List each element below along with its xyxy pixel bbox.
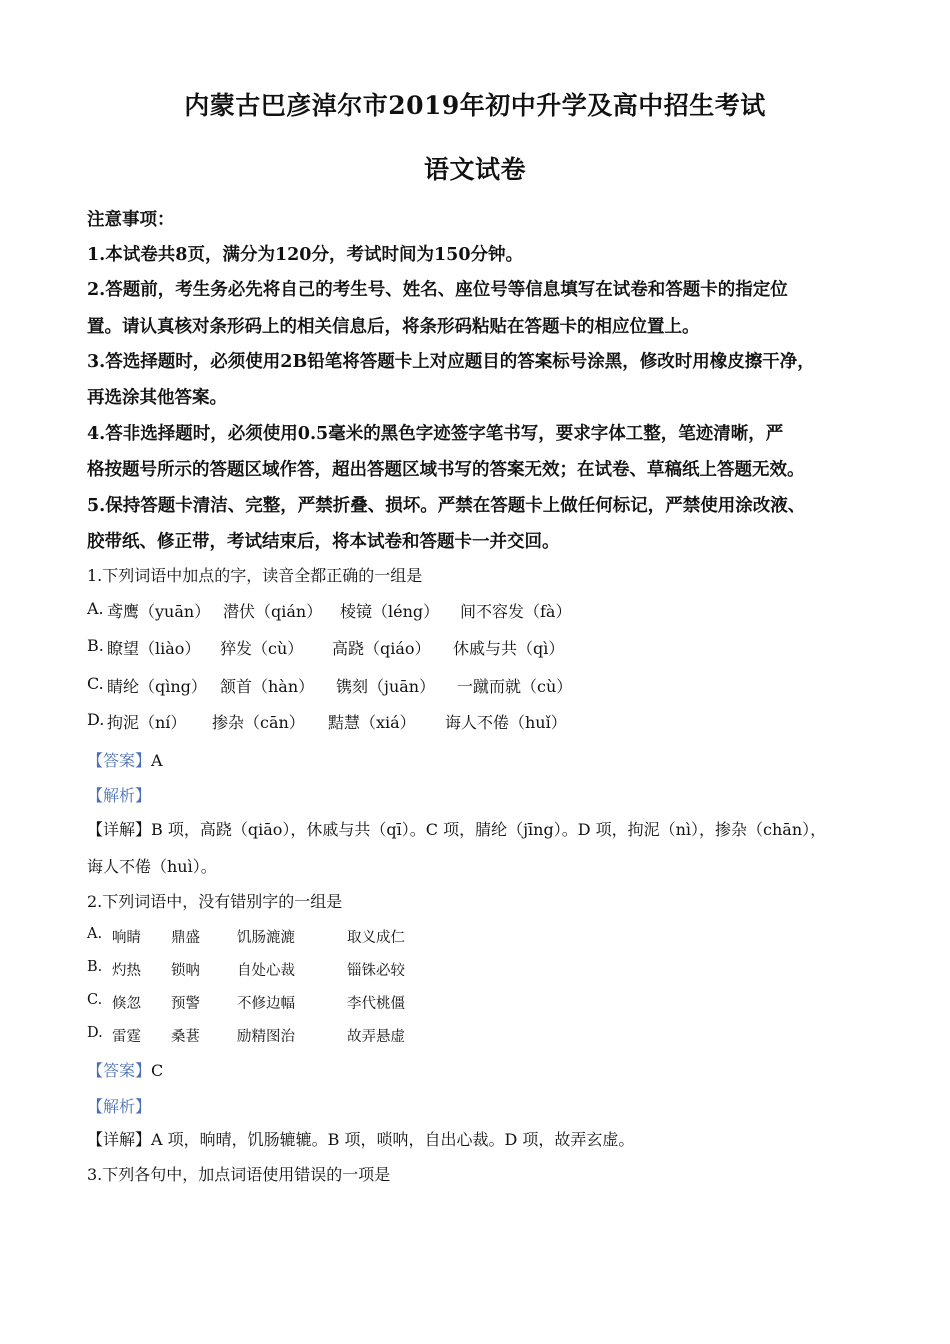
option-item: 高跷（qiáo） [332, 639, 431, 658]
option-label: B. [87, 959, 103, 975]
detail-line: 【详解】B 项，高跷（qiāo），休戚与共（qī）。C 项，腈纶（jīng）。D 项，拘泥（nì），掺杂（chān）， [87, 820, 827, 839]
option-label: A. [87, 599, 104, 618]
option-item: 一蹴而就（cù） [457, 677, 573, 696]
note-line: 再选涂其他答案。 [87, 388, 227, 408]
answer-tag: 【答案】 [87, 1061, 152, 1080]
option-item: 锱铢必较 [347, 963, 405, 979]
option-item: 灼热 [112, 963, 141, 979]
option-item: 镌刻（juān） [336, 677, 436, 696]
option-item: 自处心裁 [237, 963, 295, 979]
option-item: 棱镜（léng） [340, 602, 440, 621]
analysis-tag: 【解析】 [87, 786, 152, 805]
option-item: 诲人不倦（huǐ） [445, 713, 567, 732]
option-item: 瞭望（liào） [107, 639, 201, 658]
option-label: D. [87, 1025, 103, 1041]
option-item: 拘泥（ní） [107, 713, 187, 732]
option-item: 倏忽 [112, 996, 141, 1012]
note-line: 5.保持答题卡清洁、完整，严禁折叠、损坏。严禁在答题卡上做任何标记，严禁使用涂改液、 [87, 496, 806, 516]
notes-heading: 注意事项： [87, 210, 175, 230]
question-2-stem: 2.下列词语中，没有错别字的一组是 [87, 892, 343, 911]
answer-line [87, 1058, 163, 1081]
note-line: 4.答非选择题时，必须使用0.5毫米的黑色字迹签字笔书写，要求字体工整，笔迹清晰，严 [87, 424, 784, 444]
answer-value: C [151, 1061, 164, 1080]
option-item: 故弄悬虚 [347, 1029, 405, 1045]
option-item: 锁呐 [171, 963, 200, 979]
option-item: 鼎盛 [171, 930, 200, 946]
option-item: 黠慧（xiá） [328, 713, 416, 732]
option-item: 响睛 [112, 930, 141, 946]
option-item: 预警 [171, 996, 200, 1012]
option-label: D. [87, 710, 105, 729]
option-item: 睛纶（qìng） [107, 677, 207, 696]
note-line: 置。请认真核对条形码上的相关信息后，将条形码粘贴在答题卡的相应位置上。 [87, 317, 700, 337]
note-line: 1.本试卷共8页，满分为120分，考试时间为150分钟。 [87, 245, 524, 265]
option-item: 掺杂（cān） [212, 713, 305, 732]
option-label: C. [87, 674, 104, 693]
option-item: 饥肠漉漉 [237, 930, 295, 946]
option-label: A. [87, 926, 103, 942]
answer-value: A [151, 751, 163, 770]
detail-line: 诲人不倦（huì）。 [87, 857, 217, 876]
option-item: 潜伏（qián） [223, 602, 323, 621]
exam-subtitle: 语文试卷 [423, 155, 526, 184]
answer-line [87, 748, 163, 771]
option-item: 不修边幅 [237, 996, 295, 1012]
option-label: C. [87, 992, 103, 1008]
answer-tag: 【答案】 [87, 751, 152, 770]
option-item: 李代桃僵 [347, 996, 405, 1012]
option-item: 桑葚 [171, 1029, 200, 1045]
note-line: 3.答选择题时，必须使用2B铅笔将答题卡上对应题目的答案标号涂黑，修改时用橡皮擦干净， [87, 352, 815, 372]
option-label: B. [87, 636, 104, 655]
question-3-stem: 3.下列各句中，加点词语使用错误的一项是 [87, 1165, 391, 1184]
note-line: 胶带纸、修正带，考试结束后，将本试卷和答题卡一并交回。 [87, 532, 560, 552]
option-item: 颔首（hàn） [220, 677, 315, 696]
option-item: 鸢鹰（yuān） [107, 602, 211, 621]
analysis-tag: 【解析】 [87, 1097, 152, 1116]
option-item: 励精图治 [237, 1029, 295, 1045]
exam-title: 内蒙古巴彦淖尔市2019年初中升学及高中招生考试 [184, 91, 766, 120]
option-item: 猝发（cù） [220, 639, 304, 658]
option-item: 取义成仁 [347, 930, 405, 946]
note-line: 格按题号所示的答题区域作答，超出答题区域书写的答案无效；在试卷、草稿纸上答题无效。 [87, 460, 805, 480]
question-1-stem: 1.下列词语中加点的字，读音全都正确的一组是 [87, 566, 423, 585]
option-item: 休戚与共（qì） [453, 639, 565, 658]
note-line: 2.答题前，考生务必先将自己的考生号、姓名、座位号等信息填写在试卷和答题卡的指定位 [87, 280, 788, 300]
option-item: 间不容发（fà） [460, 602, 572, 621]
option-item: 雷霆 [112, 1029, 141, 1045]
detail-line: 【详解】A 项，晌晴，饥肠辘辘。B 项，唢呐，自出心裁。D 项，故弄玄虚。 [87, 1130, 635, 1149]
